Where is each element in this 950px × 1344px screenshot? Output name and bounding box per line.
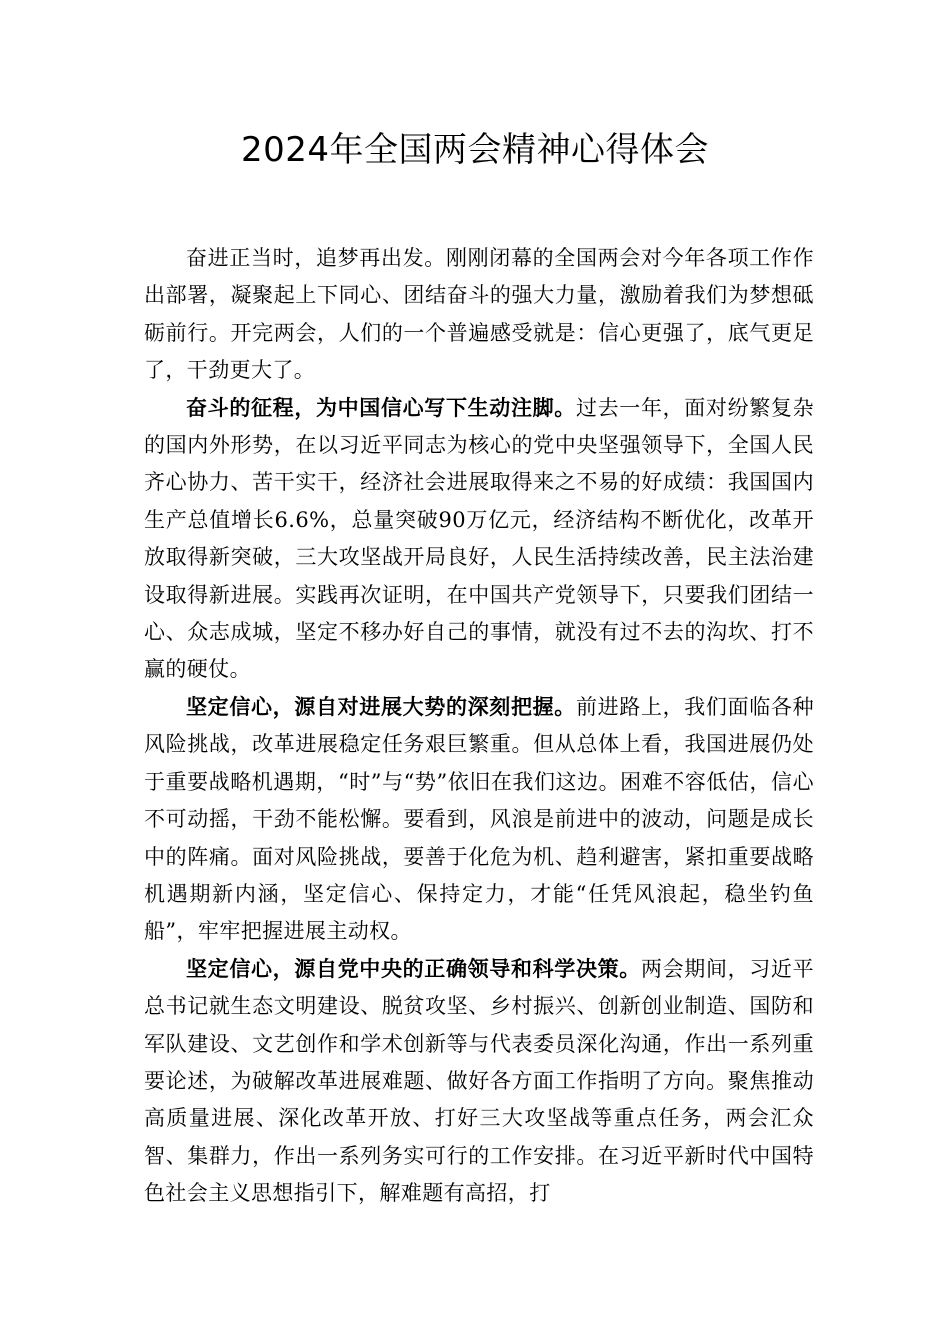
paragraph-lead: 奋斗的征程，为中国信心写下生动注脚。 — [186, 395, 576, 420]
paragraph-intro — [144, 240, 814, 390]
document-title: 2024年全国两会精神心得体会 — [240, 130, 710, 170]
paragraph-text: 奋进正当时，追梦再出发。刚刚闭幕的全国两会对今年各项工作作出部署，凝聚起上下同心、团结奋斗的强大力量，激励着我们为梦想砥砺前行。开完两会，人们的一个普遍感受就是：信心更强了，底气更足了，干劲更大了。 — [144, 246, 814, 383]
document-body — [144, 240, 814, 1213]
paragraph-lead: 坚定信心，源自对进展大势的深刻把握。 — [186, 694, 576, 719]
paragraph-text: 两会期间，习近平总书记就生态文明建设、脱贫攻坚、乡村振兴、创新创业制造、国防和军队建设、文艺创作和学术创新等与代表委员深化沟通，作出一系列重要论述，为破解改革进展难题、做好各方面工作指明了方向。聚焦推动高质量进展、深化改革开放、打好三大攻坚战等重点任务，两会汇众智、集群力，作出一系列务实可行的工作安排。在习近平新时代中国特色社会主义思想指引下，解难题有高招，打 — [144, 956, 815, 1206]
paragraph-struggle — [144, 390, 814, 689]
paragraph-text: 前进路上，我们面临各种风险挑战，改革进展稳定任务艰巨繁重。但从总体上看，我国进展仍处于重要战略机遇期，“时”与“势”依旧在我们这边。困难不容低估，信心不可动摇，干劲不能松懈。要看到，风浪是前进中的波动，问题是成长中的阵痛。面对风险挑战，要善于化危为机、趋利避害，紧扣重要战略机遇期新内涵，坚定信心、保持定力，才能“任凭风浪起，稳坐钓鱼船”，牢牢把握进展主动权。 — [144, 694, 814, 944]
paragraph-leadership — [144, 951, 814, 1213]
paragraph-trend — [144, 689, 814, 951]
paragraph-text: 过去一年，面对纷繁复杂的国内外形势，在以习近平同志为核心的党中央坚强领导下，全国人民齐心协力、苦干实干，经济社会进展取得来之不易的好成绩：我国国内生产总值增长6.6%，总量突破90万亿元，经济结构不断优化，改革开放取得新突破，三大攻坚战开局良好，人民生活持续改善，民主法治建设取得新进展。实践再次证明，在中国共产党领导下，只要我们团结一心、众志成城，坚定不移办好自己的事情，就没有过不去的沟坎、打不赢的硬仗。 — [144, 395, 814, 682]
paragraph-lead: 坚定信心，源自党中央的正确领导和科学决策。 — [186, 956, 641, 981]
